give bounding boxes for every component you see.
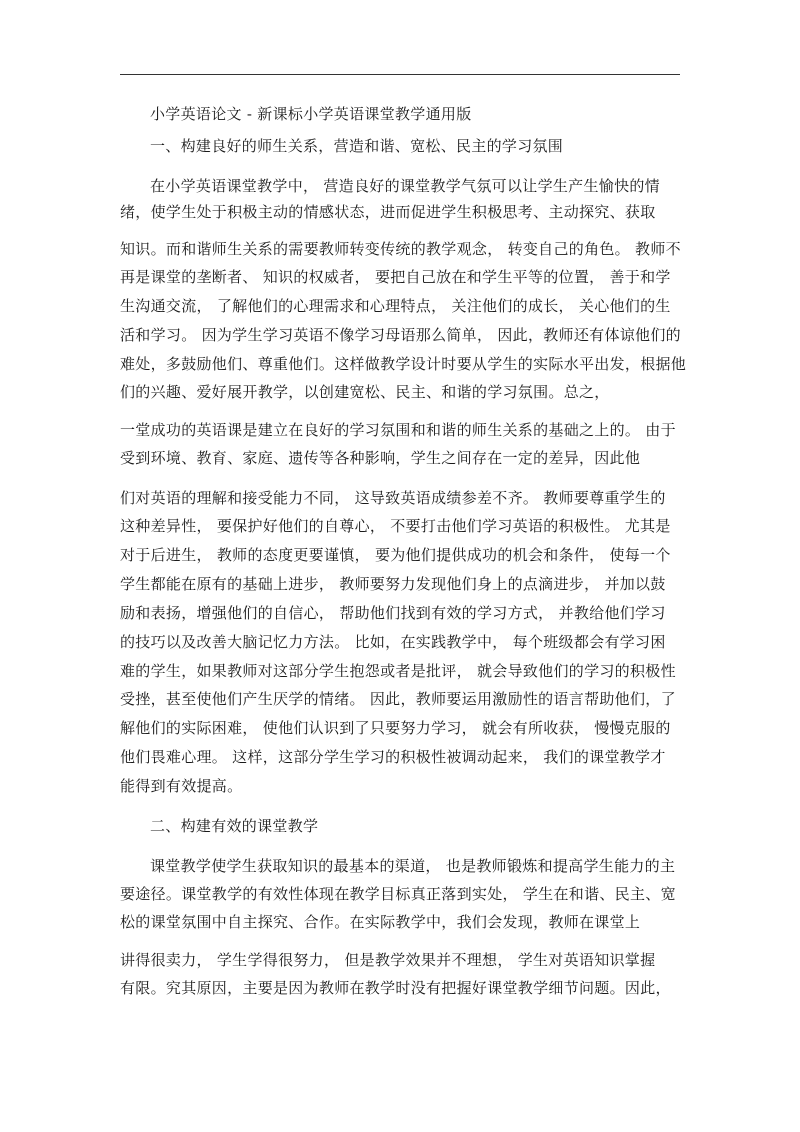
- body-line: 课堂教学使学生获取知识的最基本的渠道， 也是教师锻炼和提高学生能力的主: [150, 857, 676, 875]
- body-line: 他们畏难心理。 这样，这部分学生学习的积极性被调动起来， 我们的课堂教学才: [120, 748, 666, 766]
- body-line: 再是课堂的垄断者、 知识的权威者， 要把自己放在和学生平等的位置， 善于和学: [120, 268, 671, 286]
- body-line: 讲得很卖力， 学生学得很努力， 但是教学效果并不理想， 学生对英语知识掌握: [120, 951, 656, 969]
- body-line: 有限。究其原因，主要是因为教师在教学时没有把握好课堂教学细节问题。因此，: [120, 979, 671, 997]
- body-line: 活和学习。 因为学生学习英语不像学习母语那么简单， 因此，教师还有体谅他们的: [120, 326, 681, 344]
- body-line: 学生都能在原有的基础上进步， 教师要努力发现他们身上的点滴进步， 并加以鼓: [120, 575, 666, 593]
- body-line: 们的兴趣、爱好展开教学，以创建宽松、民主、和谐的学习氛围。总之，: [120, 383, 610, 401]
- body-line: 解他们的实际困难， 使他们认识到了只要努力学习， 就会有所收获， 慢慢克服的: [120, 719, 671, 737]
- body-line: 对于后进生， 教师的态度更要谨慎， 要为他们提供成功的机会和条件， 使每一个: [120, 546, 671, 564]
- body-line: 们对英语的理解和接受能力不同， 这导致英语成绩参差不齐。 教师要尊重学生的: [120, 489, 666, 507]
- body-line: 难的学生，如果教师对这部分学生抱怨或者是批评， 就会导致他们的学习的积极性: [120, 662, 676, 680]
- section-1-heading: 一、构建良好的师生关系，营造和谐、宽松、民主的学习氛围: [150, 137, 564, 155]
- section-2-heading: 二、构建有效的课堂教学: [150, 817, 319, 835]
- header-rule: [120, 74, 680, 75]
- body-line: 一堂成功的英语课是建立在良好的学习氛围和和谐的师生关系的基础之上的。 由于: [120, 421, 676, 439]
- body-line: 在小学英语课堂教学中， 营造良好的课堂教学气氛可以让学生产生愉快的情: [150, 177, 660, 195]
- body-line: 励和表扬，增强他们的自信心， 帮助他们找到有效的学习方式， 并教给他们学习: [120, 604, 666, 622]
- body-line: 受到环境、教育、家庭、遗传等各种影响，学生之间存在一定的差异，因此他: [120, 449, 641, 467]
- body-line: 绪，使学生处于积极主动的情感状态，进而促进学生积极思考、主动探究、获取: [120, 203, 656, 221]
- body-line: 难处，多鼓励他们、尊重他们。这样做教学设计时要从学生的实际水平出发，根据他: [120, 355, 687, 373]
- body-line: 生沟通交流， 了解他们的心理需求和心理特点， 关注他们的成长， 关心他们的生: [120, 297, 671, 315]
- body-line: 松的课堂氛围中自主探究、合作。在实际教学中，我们会发现，教师在课堂上: [120, 913, 641, 931]
- body-line: 这种差异性， 要保护好他们的自尊心， 不要打击他们学习英语的积极性。 尤其是: [120, 517, 671, 535]
- body-line: 的技巧以及改善大脑记忆力方法。 比如，在实践教学中， 每个班级都会有学习困: [120, 633, 666, 651]
- body-line: 受挫，甚至使他们产生厌学的情绪。 因此，教师要运用激励性的语言帮助他们，了: [120, 690, 676, 708]
- body-line: 知识。而和谐师生关系的需要教师转变传统的教学观念， 转变自己的角色。 教师不: [120, 240, 681, 258]
- document-title: 小学英语论文 - 新课标小学英语课堂教学通用版: [150, 105, 472, 123]
- body-line: 能得到有效提高。: [120, 777, 243, 795]
- body-line: 要途径。课堂教学的有效性体现在教学目标真正落到实处， 学生在和谐、民主、宽: [120, 885, 676, 903]
